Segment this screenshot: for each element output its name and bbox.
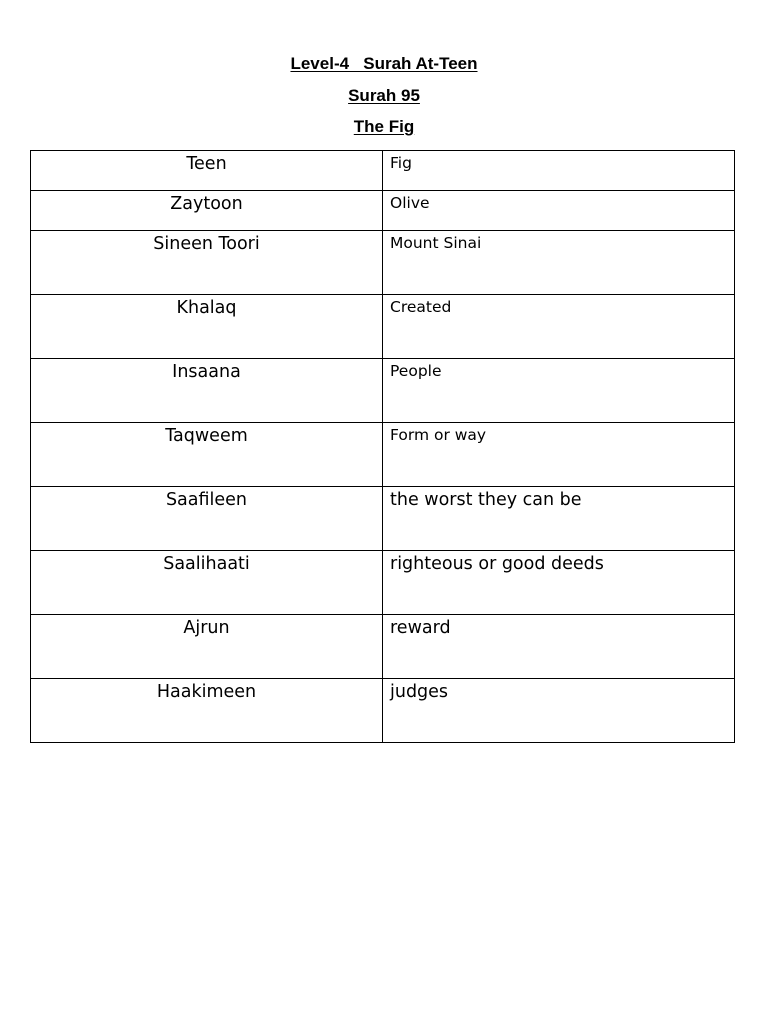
term-text: Taqweem <box>165 426 248 446</box>
surah-name: The Fig <box>353 117 415 136</box>
table-row <box>31 295 735 359</box>
table-row <box>31 423 735 487</box>
meaning-cell <box>383 359 735 423</box>
term-text: Khalaq <box>176 298 237 318</box>
surah-number: Surah 95 <box>348 85 420 105</box>
vocabulary-table <box>30 150 735 743</box>
table-row <box>31 359 735 423</box>
meaning-cell <box>383 295 735 359</box>
term-cell <box>31 231 383 295</box>
table-row <box>31 487 735 551</box>
table-row <box>31 679 735 743</box>
meaning-text: righteous or good deeds <box>390 554 604 574</box>
term-cell <box>31 551 383 615</box>
meaning-cell <box>383 487 735 551</box>
meaning-text: People <box>390 362 442 380</box>
meaning-text: judges <box>390 682 449 702</box>
term-cell <box>31 191 383 231</box>
table-row <box>31 231 735 295</box>
table-row <box>31 191 735 231</box>
meaning-text: Form or way <box>390 426 487 444</box>
meaning-cell <box>383 151 735 191</box>
term-text: Saalihaati <box>163 554 250 574</box>
meaning-cell <box>383 231 735 295</box>
meaning-text: reward <box>390 618 451 638</box>
term-cell <box>31 295 383 359</box>
term-cell <box>31 151 383 191</box>
meaning-text: Olive <box>390 194 430 212</box>
term-text: Ajrun <box>183 618 230 638</box>
meaning-text: Mount Sinai <box>390 234 482 252</box>
term-text: Sineen Toori <box>153 234 260 254</box>
term-cell <box>31 423 383 487</box>
term-cell <box>31 615 383 679</box>
meaning-cell <box>383 679 735 743</box>
table-row <box>31 551 735 615</box>
term-cell <box>31 679 383 743</box>
term-text: Zaytoon <box>170 194 243 214</box>
table-row <box>31 151 735 191</box>
term-text: Teen <box>186 154 227 174</box>
meaning-text: Fig <box>390 154 412 172</box>
meaning-cell <box>383 615 735 679</box>
term-text: Saafileen <box>165 490 248 510</box>
level-title: Level-4 Surah At-Teen <box>290 54 478 73</box>
term-cell <box>31 487 383 551</box>
term-cell <box>31 359 383 423</box>
meaning-cell <box>383 191 735 231</box>
term-text: Insaana <box>172 362 241 382</box>
meaning-cell <box>383 551 735 615</box>
table-row <box>31 615 735 679</box>
meaning-text: Created <box>390 298 452 316</box>
term-text: Haakimeen <box>156 682 257 702</box>
meaning-text: the worst they can be <box>390 490 582 510</box>
document-header <box>0 48 768 143</box>
meaning-cell <box>383 423 735 487</box>
